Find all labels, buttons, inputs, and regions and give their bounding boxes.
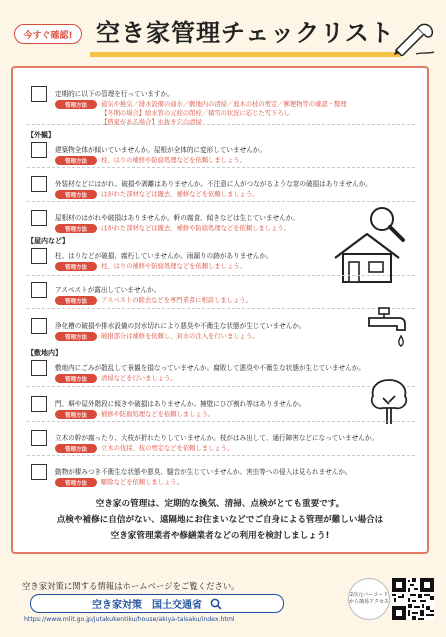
fix-tag: 管理方法 <box>55 190 97 199</box>
fix-text: 通気や換気／排水設備の通水／敷地内の清掃／庭木の枝の剪定／郵便物等の確認・整理 <box>101 101 347 108</box>
fix-tag: 管理方法 <box>55 224 97 233</box>
checkbox[interactable] <box>31 248 47 264</box>
divider <box>27 455 415 456</box>
section-grounds: 【敷地内】 <box>27 349 62 357</box>
fix-text: はがれた部材などは撤去、補修や防腐処理などを依頼しましょう。 <box>101 225 290 232</box>
search-box[interactable] <box>30 594 284 613</box>
pen-hand-icon <box>392 20 436 56</box>
fix-text: 【冬期の場合】給水管の元栓の閉栓／積雪の状況に応じた雪下ろし <box>101 110 290 117</box>
fix-tag: 管理方法 <box>55 332 97 341</box>
header <box>0 0 446 68</box>
checkbox[interactable] <box>31 86 47 102</box>
checklist-question: 敷地内にごみが散乱して景観を損なっていませんか。腐敗して悪臭や不衛生な状態が生じていませんか。 <box>55 364 365 372</box>
check-now-badge: 今すぐ確認! <box>14 24 82 44</box>
faucet-icon <box>365 304 411 352</box>
checkbox[interactable] <box>31 360 47 376</box>
section-interior: 【屋内など】 <box>27 237 69 245</box>
divider <box>27 308 415 309</box>
checklist-question: アスベストが露出していませんか。 <box>55 286 161 294</box>
summary-line: 点検や補修に自信がない、遠隔地にお住まいなどでご自身による管理が難しい場合は <box>56 515 384 525</box>
checklist-question: 浄化槽の破損や排水設備の封水切れにより悪臭や不衛生な状態が生じていませんか。 <box>55 322 306 330</box>
fix-text: 【借家がある場合】水抜き穴の清掃 <box>101 119 202 126</box>
checkbox[interactable] <box>31 430 47 446</box>
search-icon <box>210 598 222 610</box>
fix-tag: 管理方法 <box>55 100 97 109</box>
divider <box>27 275 415 276</box>
divider <box>27 421 415 422</box>
checkbox[interactable] <box>31 464 47 480</box>
divider <box>27 386 415 387</box>
checkbox[interactable] <box>31 210 47 226</box>
checklist-card <box>11 66 429 554</box>
search-text: 空き家対策 国土交通省 <box>92 600 202 611</box>
checklist-question: 建築物全体が傾いていませんか。屋根が全体的に変形していませんか。 <box>55 146 266 154</box>
footer-url[interactable]: https://www.mlit.go.jp/jutakukentiku/house/akiya-taisaku/index.html <box>24 616 235 623</box>
qr-caption-text: 2次元バーコードから簡易アクセス <box>349 592 389 605</box>
qr-caption <box>348 578 390 620</box>
checklist-question: 屋根材のはがれや破損はありませんか。軒の腐食、傾きなどは生じていませんか。 <box>55 214 299 222</box>
fix-text: 立木の伐採、枝の剪定などを依頼しましょう。 <box>101 445 234 452</box>
checkbox[interactable] <box>31 282 47 298</box>
fix-tag: 管理方法 <box>55 156 97 165</box>
fix-text: 駆除などを依頼しましょう。 <box>101 479 183 486</box>
divider <box>27 124 415 125</box>
fix-tag: 管理方法 <box>55 262 97 271</box>
fix-tag: 管理方法 <box>55 296 97 305</box>
checkbox[interactable] <box>31 318 47 334</box>
fix-text: 清掃などを行いましょう。 <box>101 375 177 382</box>
fix-tag: 管理方法 <box>55 478 97 487</box>
fix-tag: 管理方法 <box>55 374 97 383</box>
fix-tag: 管理方法 <box>55 410 97 419</box>
fix-text: 補修や防腐処理などを依頼しましょう。 <box>101 411 215 418</box>
summary-line: 空き家管理業者や修繕業者などの利用を検討しましょう! <box>110 531 330 541</box>
checkbox[interactable] <box>31 142 47 158</box>
summary-message <box>13 496 427 544</box>
tree-icon <box>367 376 411 426</box>
qr-code-icon[interactable] <box>392 578 434 620</box>
checklist-question: 外装材などにはがれ、破損や剥離はありませんか。不注意に人がつながるような窓の破損はありませんか。 <box>55 180 372 188</box>
checklist-question: 門、塀や屋外階段に傾きや破損はありませんか。擁壁にひび割れ等はありませんか。 <box>55 400 306 408</box>
fix-text: 破損部分は補修を依頼し、封水の注入を行いましょう。 <box>101 333 259 340</box>
divider <box>27 201 415 202</box>
fix-text: アスベストの除去などを専門業者に相談しましょう。 <box>101 297 252 304</box>
fix-text: 柱、はりの補修や防腐処理などを依頼しましょう。 <box>101 157 246 164</box>
checklist-question: 立木の幹が腐ったり、大枝が折れたりしていませんか。枝がはみ出して、通行障害などになっていませんか。 <box>55 434 378 442</box>
checkbox[interactable] <box>31 396 47 412</box>
checklist-question: 動物が棲みつき不衛生な状態や悪臭、騒音が生じていませんか。害虫等への侵入は見られませんか。 <box>55 468 352 476</box>
checklist-question: 定期的に以下の管理を行っていますか。 <box>55 90 174 98</box>
section-exterior: 【外観】 <box>27 131 55 139</box>
checklist-question: 柱、はりなどが破損、腐朽していませんか。雨漏りの跡がありませんか。 <box>55 252 273 260</box>
footer-info: 空き家対策に関する情報はホームページをご覧ください。 <box>22 581 240 591</box>
page-title: 空き家管理チェックリスト <box>90 18 401 57</box>
divider <box>27 167 415 168</box>
checkbox[interactable] <box>31 176 47 192</box>
fix-text: 柱、はりの補修や防腐処理などを依頼しましょう。 <box>101 263 246 270</box>
summary-line: 空き家の管理は、定期的な換気、清掃、点検がとても重要です。 <box>95 499 345 509</box>
fix-tag: 管理方法 <box>55 444 97 453</box>
fix-text: はがれた部材などは撤去、補修などを依頼しましょう。 <box>101 191 259 198</box>
